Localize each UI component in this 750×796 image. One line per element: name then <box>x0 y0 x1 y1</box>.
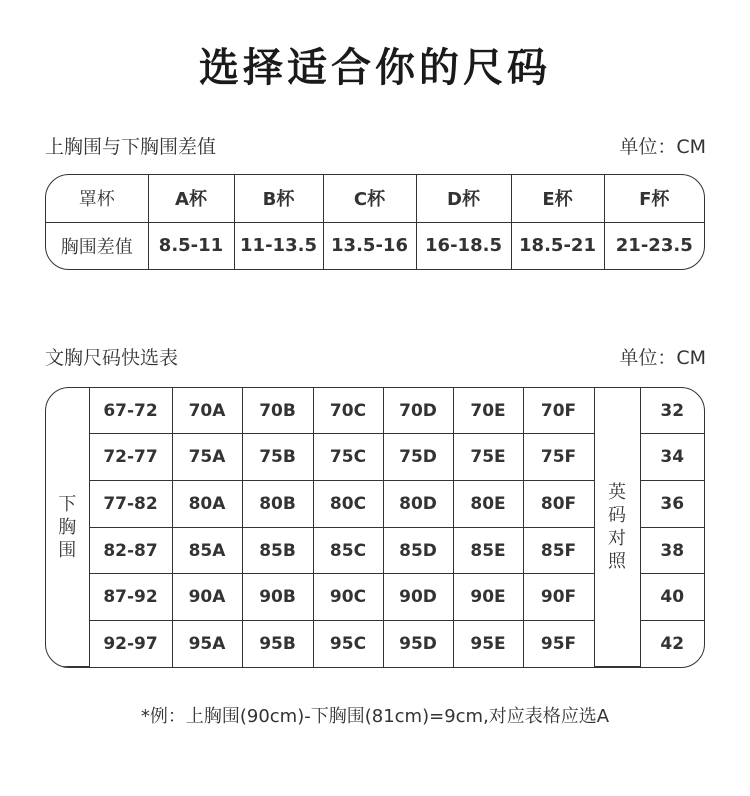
cup-cell: A杯 <box>148 175 234 222</box>
size-cell: 80A <box>172 480 242 527</box>
uk-size-header <box>594 388 640 667</box>
size-cell: 95C <box>313 621 383 667</box>
uk-size-cell: 38 <box>640 527 704 574</box>
section1-label: 上胸围与下胸围差值 <box>45 136 217 158</box>
section2-label: 文胸尺码快选表 <box>45 347 179 369</box>
diff-row <box>46 222 704 269</box>
underbust-header-text: 下胸围 <box>58 493 77 561</box>
uk-size-cell: 42 <box>660 633 685 654</box>
underbust-range-cell: 92-97 <box>89 621 172 667</box>
size-cell: 85C <box>313 527 383 574</box>
size-cell: 90F <box>523 574 594 621</box>
size-cell: 85F <box>523 527 594 574</box>
size-cell: 75E <box>453 434 523 481</box>
diff-cell: 8.5-11 <box>148 222 234 269</box>
underbust-range-cell: 82-87 <box>89 527 172 574</box>
size-cell: 75D <box>383 434 453 481</box>
size-cell: 80F <box>523 480 594 527</box>
size-cell: 70E <box>453 388 523 434</box>
size-cell: 95A <box>172 621 242 667</box>
uk-size-cell: 34 <box>640 434 704 481</box>
underbust-range-cell: 77-82 <box>89 480 172 527</box>
diff-cell: 18.5-21 <box>511 222 604 269</box>
uk-size-cell: 32 <box>640 388 704 434</box>
size-cell: 85B <box>242 527 313 574</box>
cup-cell: D杯 <box>416 175 511 222</box>
diff-cell: 21-23.5 <box>615 235 693 257</box>
diff-cell: 11-13.5 <box>234 222 323 269</box>
size-quick-select-table <box>45 387 705 668</box>
size-cell: 90B <box>242 574 313 621</box>
cup-difference-table <box>45 174 705 270</box>
cup-cell: C杯 <box>323 175 416 222</box>
size-cell: 90A <box>172 574 242 621</box>
underbust-range-cell: 87-92 <box>89 574 172 621</box>
diff-cell: 13.5-16 <box>323 222 416 269</box>
size-cell: 70A <box>172 388 242 434</box>
size-cell: 70B <box>242 388 313 434</box>
size-cell: 85D <box>383 527 453 574</box>
size-cell: 75C <box>313 434 383 481</box>
size-cell: 70F <box>523 388 594 434</box>
size-cell: 95B <box>242 621 313 667</box>
diff-cell: 16-18.5 <box>416 222 511 269</box>
size-cell: 80B <box>242 480 313 527</box>
cup-header-row <box>46 175 704 222</box>
size-cell: 75A <box>172 434 242 481</box>
underbust-range-cell: 67-72 <box>89 388 172 434</box>
underbust-range-cell: 72-77 <box>89 434 172 481</box>
underbust-header <box>46 388 89 667</box>
size-cell: 75F <box>523 434 594 481</box>
size-cell: 95E <box>453 621 523 667</box>
example-note: *例：上胸围(90cm)-下胸围(81cm)=9cm,对应表格应选A <box>140 706 610 727</box>
row-header-diff: 胸围差值 <box>46 222 148 269</box>
size-cell: 75B <box>242 434 313 481</box>
size-cell: 80E <box>453 480 523 527</box>
size-cell: 85A <box>172 527 242 574</box>
size-cell: 90C <box>313 574 383 621</box>
uk-size-cell: 40 <box>640 574 704 621</box>
size-cell: 85E <box>453 527 523 574</box>
size-cell: 95F <box>523 621 594 667</box>
size-cell: 70D <box>383 388 453 434</box>
size-cell: 80D <box>383 480 453 527</box>
size-cell: 90E <box>453 574 523 621</box>
uk-size-cell: 36 <box>640 480 704 527</box>
cup-cell: B杯 <box>234 175 323 222</box>
size-row <box>46 388 704 434</box>
cup-cell: F杯 <box>604 175 704 222</box>
section1-unit: 单位：CM <box>619 136 706 158</box>
uk-size-header-text: 英码对照 <box>608 482 626 572</box>
size-cell: 95D <box>383 621 453 667</box>
page-title: 选择适合你的尺码 <box>199 45 551 91</box>
size-cell: 90D <box>383 574 453 621</box>
row-header-cup: 罩杯 <box>46 175 148 222</box>
size-cell: 80C <box>313 480 383 527</box>
cup-cell: E杯 <box>511 175 604 222</box>
size-cell: 70C <box>313 388 383 434</box>
section2-unit: 单位：CM <box>619 347 706 369</box>
